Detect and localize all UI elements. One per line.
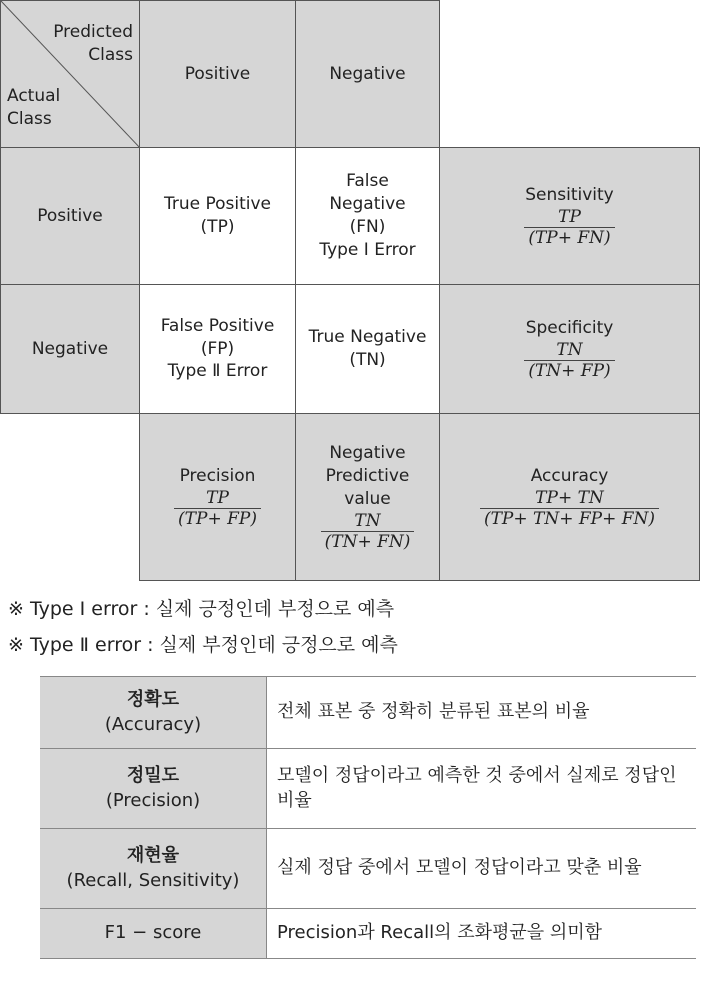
tn-label: True Negative xyxy=(308,327,427,348)
cell-accuracy xyxy=(439,413,700,581)
term-english: (Accuracy) xyxy=(104,713,202,735)
glossary-term xyxy=(40,677,267,749)
row-header-positive: Positive xyxy=(0,147,140,285)
npv-line-1: Negative xyxy=(329,442,406,463)
glossary-term xyxy=(40,749,267,829)
sensitivity-formula xyxy=(524,207,614,249)
glossary-description: 실제 정답 중에서 모델이 정답이라고 맞춘 비율 xyxy=(267,829,697,909)
glossary-term xyxy=(40,829,267,909)
specificity-label: Specificity xyxy=(525,317,614,338)
fn-abbr: (FN) xyxy=(349,217,386,237)
npv-denominator: (TN+ FN) xyxy=(321,531,415,552)
sensitivity-denominator: (TP+ FN) xyxy=(524,227,614,248)
specificity-numerator: TN xyxy=(556,339,583,360)
glossary-description: 전체 표본 중 정확히 분류된 표본의 비율 xyxy=(267,677,697,749)
glossary-row xyxy=(40,909,696,959)
glossary-description: Precision과 Recall의 조화평균을 의미함 xyxy=(267,909,697,959)
term-korean: 정밀도 xyxy=(126,765,180,787)
accuracy-denominator: (TP+ TN+ FP+ FN) xyxy=(480,508,659,529)
term-korean: 정확도 xyxy=(126,689,180,711)
fp-label: False Positive xyxy=(160,315,275,336)
npv-line-2: Predictive xyxy=(325,465,410,486)
col-header-negative: Negative xyxy=(295,0,440,148)
glossary-row xyxy=(40,829,696,909)
tp-abbr: (TP) xyxy=(200,217,235,237)
corner-cell xyxy=(0,0,140,148)
accuracy-label: Accuracy xyxy=(530,465,609,486)
sensitivity-label: Sensitivity xyxy=(525,184,614,205)
cell-specificity xyxy=(439,284,700,414)
fp-abbr: (FP) xyxy=(200,338,235,359)
accuracy-numerator: TP+ TN xyxy=(535,487,604,508)
row-header-negative: Negative xyxy=(0,284,140,414)
glossary-row xyxy=(40,677,696,749)
term-english: (Precision) xyxy=(105,789,201,811)
precision-numerator: TP xyxy=(206,487,229,508)
npv-formula xyxy=(321,511,415,553)
fn-error-type: Type Ⅰ Error xyxy=(319,239,416,260)
note-type-1: ※ Type Ⅰ error : 실제 긍정인데 부정으로 예측 xyxy=(8,598,395,620)
cell-true-negative xyxy=(295,284,440,414)
term-korean: 재현율 xyxy=(126,845,180,867)
glossary-row xyxy=(40,749,696,829)
cell-true-positive xyxy=(139,147,296,285)
corner-predicted-label: Predicted Class xyxy=(53,22,133,65)
glossary-description: 모델이 정답이라고 예측한 것 중에서 실제로 정답인 비율 xyxy=(267,749,697,829)
specificity-denominator: (TN+ FP) xyxy=(524,360,614,381)
precision-label: Precision xyxy=(179,465,256,486)
precision-formula xyxy=(174,488,261,530)
cell-npv xyxy=(295,413,440,581)
corner-actual-label: Actual Class xyxy=(7,86,61,129)
cell-false-positive xyxy=(139,284,296,414)
sensitivity-numerator: TP xyxy=(558,206,581,227)
npv-numerator: TN xyxy=(354,510,381,531)
cell-sensitivity xyxy=(439,147,700,285)
term-english: F1 − score xyxy=(104,922,202,944)
specificity-formula xyxy=(524,340,614,382)
term-english: (Recall, Sensitivity) xyxy=(66,869,240,891)
precision-denominator: (TP+ FP) xyxy=(174,508,261,529)
metrics-glossary-table xyxy=(40,676,696,959)
fn-line-2: Negative xyxy=(329,194,406,215)
col-header-positive: Positive xyxy=(139,0,296,148)
note-type-2: ※ Type Ⅱ error : 실제 부정인데 긍정으로 예측 xyxy=(8,634,398,656)
tn-abbr: (TN) xyxy=(349,350,386,370)
glossary-term xyxy=(40,909,267,959)
cell-false-negative xyxy=(295,147,440,285)
npv-line-3: value xyxy=(344,488,391,509)
cell-precision xyxy=(139,413,296,581)
tp-label: True Positive xyxy=(163,194,272,215)
fn-line-1: False xyxy=(346,171,389,192)
accuracy-formula xyxy=(480,488,659,530)
fp-error-type: Type Ⅱ Error xyxy=(167,361,268,382)
